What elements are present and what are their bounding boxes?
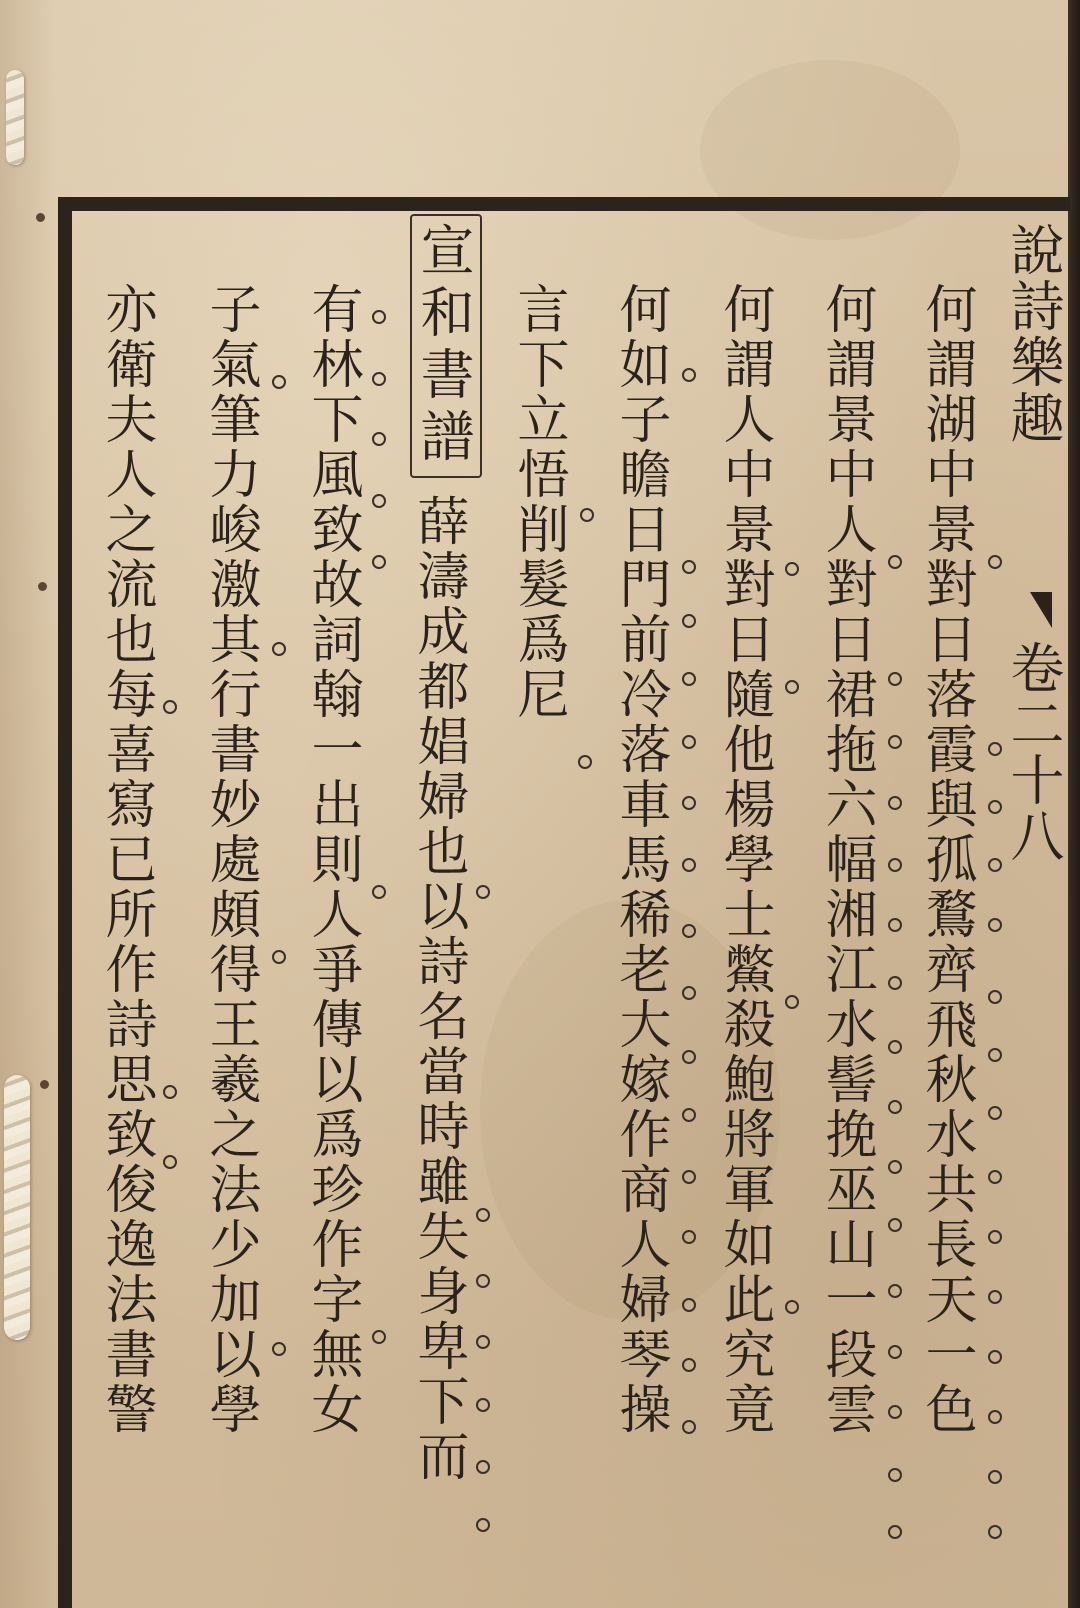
annotation-circle	[988, 858, 1002, 872]
annotation-circle	[580, 508, 594, 522]
annotation-circle	[476, 885, 490, 899]
page-edge	[1068, 0, 1080, 1608]
annotation-circle	[888, 976, 902, 990]
annotation-circle	[682, 735, 696, 749]
binding-margin	[0, 0, 55, 1608]
annotation-circle	[888, 1525, 902, 1539]
frame-left-border	[58, 197, 72, 1608]
annotation-circle	[272, 375, 286, 389]
annotation-circle	[988, 1170, 1002, 1184]
annotation-circle	[476, 1208, 490, 1222]
annotation-circle	[988, 918, 1002, 932]
binding-thread-bottom	[4, 1075, 30, 1340]
fish-tail-mark	[1030, 592, 1052, 628]
frame-top-border	[58, 197, 1070, 211]
binding-thread-top	[6, 70, 24, 165]
chapter-label: 卷二十八	[1002, 640, 1065, 864]
annotation-circle	[682, 1170, 696, 1184]
annotation-circle	[682, 672, 696, 686]
annotation-circle	[163, 1155, 177, 1169]
text-column-1: 何謂湖中景對日落霞與孤鶩齊飛秋水共長天一色	[916, 282, 976, 1437]
annotation-circle	[578, 755, 592, 769]
annotation-circle	[888, 1218, 902, 1232]
annotation-circle	[372, 1330, 386, 1344]
annotation-circle	[988, 742, 1002, 756]
binding-hole	[40, 1080, 49, 1089]
annotation-circle	[476, 1398, 490, 1412]
text-column-6: 薛濤成都娼婦也以詩名當時雖失身卑下而	[408, 494, 468, 1484]
annotation-circle	[682, 1298, 696, 1312]
annotation-circle	[372, 432, 386, 446]
annotation-circle	[988, 1290, 1002, 1304]
annotation-circle	[888, 1345, 902, 1359]
annotation-circle	[888, 1100, 902, 1114]
annotation-circle	[682, 1050, 696, 1064]
annotation-circle	[785, 680, 799, 694]
text-column-3: 何謂人中景對日隨他楊學士鱉殺鮑將軍如此究竟	[714, 282, 774, 1437]
header-title: 說詩樂趣	[1002, 222, 1065, 446]
annotation-circle	[785, 1300, 799, 1314]
annotation-circle	[988, 555, 1002, 569]
annotation-circle	[682, 1108, 696, 1122]
annotation-circle	[785, 995, 799, 1009]
annotation-circle	[988, 990, 1002, 1004]
binding-hole	[38, 582, 47, 591]
annotation-circle	[682, 1358, 696, 1372]
text-column-7: 有林下風致故詞翰一出則人爭傳以爲珍作字無女	[302, 282, 362, 1437]
annotation-circle	[272, 642, 286, 656]
annotation-circle	[682, 1420, 696, 1434]
annotation-circle	[888, 1468, 902, 1482]
annotation-circle	[272, 1342, 286, 1356]
annotation-circle	[372, 310, 386, 324]
annotation-circle	[785, 562, 799, 576]
annotation-circle	[682, 560, 696, 574]
annotation-circle	[888, 735, 902, 749]
paper-stain	[700, 60, 960, 240]
annotation-circle	[988, 1470, 1002, 1484]
annotation-circle	[372, 885, 386, 899]
annotation-circle	[888, 796, 902, 810]
annotation-circle	[682, 986, 696, 1000]
text-column-5: 言下立悟削髮爲尼	[508, 282, 568, 722]
annotation-circle	[988, 800, 1002, 814]
annotation-circle	[988, 1525, 1002, 1539]
binding-hole	[36, 213, 45, 222]
annotation-circle	[476, 1518, 490, 1532]
annotation-circle	[988, 1410, 1002, 1424]
annotation-circle	[988, 1230, 1002, 1244]
annotation-circle	[888, 555, 902, 569]
annotation-circle	[988, 1048, 1002, 1062]
annotation-circle	[272, 950, 286, 964]
annotation-circle	[888, 1284, 902, 1298]
text-column-8: 子氣筆力峻激其行書妙處頗得王羲之法少加以學	[200, 282, 260, 1437]
annotation-circle	[372, 372, 386, 386]
annotation-circle	[888, 672, 902, 686]
annotation-circle	[372, 494, 386, 508]
annotation-circle	[476, 1460, 490, 1474]
source-tag: 宣和書譜	[412, 222, 475, 470]
annotation-circle	[163, 700, 177, 714]
annotation-circle	[888, 918, 902, 932]
annotation-circle	[682, 1230, 696, 1244]
annotation-circle	[476, 1274, 490, 1288]
annotation-circle	[888, 1160, 902, 1174]
text-column-9: 亦衛夫人之流也每喜寫已所作詩思致俊逸法書警	[96, 282, 156, 1437]
annotation-circle	[988, 1350, 1002, 1364]
annotation-circle	[682, 614, 696, 628]
annotation-circle	[682, 858, 696, 872]
text-column-2: 何謂景中人對日裙拖六幅湘江水髻挽巫山一段雲	[816, 282, 876, 1437]
annotation-circle	[888, 1040, 902, 1054]
annotation-circle	[163, 1085, 177, 1099]
annotation-circle	[682, 796, 696, 810]
annotation-circle	[682, 924, 696, 938]
annotation-circle	[682, 368, 696, 382]
annotation-circle	[888, 858, 902, 872]
annotation-circle	[888, 1405, 902, 1419]
annotation-circle	[476, 1335, 490, 1349]
text-column-4: 何如子瞻日門前冷落車馬稀老大嫁作商人婦琴操	[610, 282, 670, 1437]
annotation-circle	[988, 1106, 1002, 1120]
annotation-circle	[372, 555, 386, 569]
